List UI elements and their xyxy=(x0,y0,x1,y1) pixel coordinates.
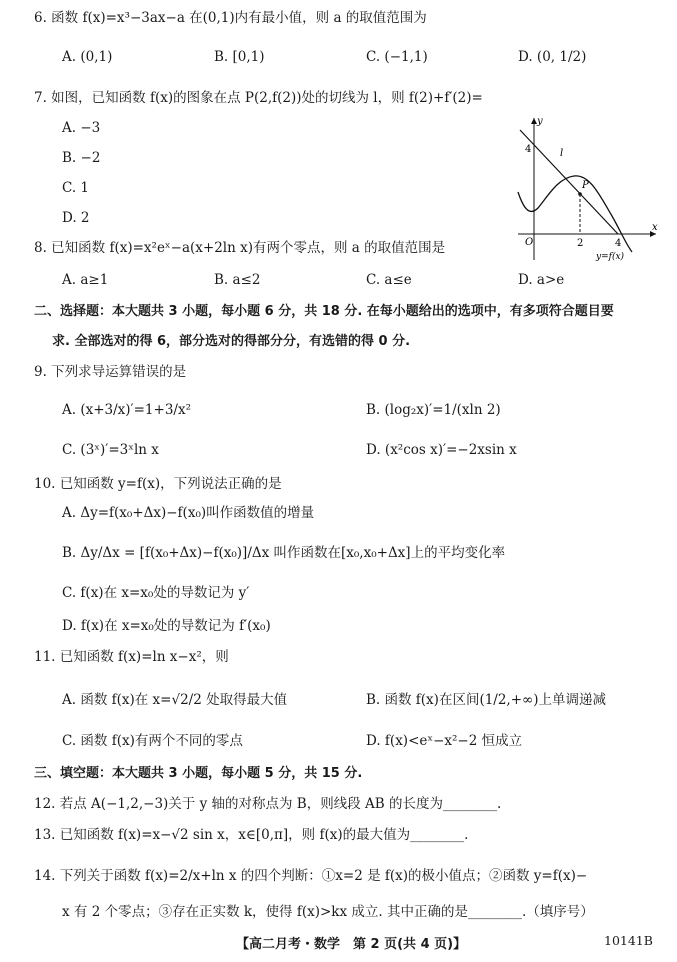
q7-option-d: D. 2 xyxy=(62,210,90,226)
label-y-4: 4 xyxy=(525,144,532,155)
question-13-stem: 13. 已知函数 f(x)=x−√2 sin x，x∈[0,π]，则 f(x)的最大值为________. xyxy=(34,827,469,843)
section-2-heading-cont: 求. 全部选对的得 6，部分选对的得部分分，有选错的得 0 分. xyxy=(52,334,411,349)
q11-option-a: A. 函数 f(x)在 x=√2/2 处取得最大值 xyxy=(62,692,288,708)
label-x-4: 4 xyxy=(615,238,622,249)
q8-option-a: A. a≥1 xyxy=(62,272,109,288)
q8-option-d: D. a>e xyxy=(518,272,565,288)
q6-option-a: A. (0,1) xyxy=(62,49,113,65)
q10-option-c: C. f(x)在 x=x₀处的导数记为 y′ xyxy=(62,585,250,601)
q9-option-c: C. (3ˣ)′=3ˣln x xyxy=(62,442,159,458)
question-8-stem: 8. 已知函数 f(x)=x²eˣ−a(x+2ln x)有两个零点，则 a 的取值范围是 xyxy=(34,240,446,256)
label-l: l xyxy=(560,148,564,159)
question-11-stem: 11. 已知函数 f(x)=ln x−x²，则 xyxy=(34,649,229,665)
q11-option-d: D. f(x)<eˣ−x²−2 恒成立 xyxy=(366,733,523,749)
label-origin: O xyxy=(525,237,534,248)
q7-option-a: A. −3 xyxy=(62,120,101,136)
section-3-heading: 三、填空题：本大题共 3 小题，每小题 5 分，共 15 分. xyxy=(34,766,363,781)
label-curve: y=f(x) xyxy=(596,252,625,262)
label-p: P xyxy=(582,180,589,191)
tangent-line-l xyxy=(520,130,618,234)
label-x: x xyxy=(652,222,658,233)
q8-option-c: C. a≤e xyxy=(366,272,412,288)
q6-option-d: D. (0, 1/2) xyxy=(518,49,587,65)
point-p xyxy=(578,192,582,196)
q9-option-d: D. (x²cos x)′=−2xsin x xyxy=(366,442,517,458)
q9-option-a: A. (x+3/x)′=1+3/x² xyxy=(62,402,191,418)
q6-option-b: B. [0,1) xyxy=(214,49,265,65)
q7-option-c: C. 1 xyxy=(62,180,90,196)
question-14-stem: 14. 下列关于函数 f(x)=2/x+ln x 的四个判断：①x=2 是 f(x)的极小值点；②函数 y=f(x)− xyxy=(34,868,588,884)
section-2-heading: 二、选择题：本大题共 3 小题，每小题 6 分，共 18 分. 在每小题给出的选项中，有多项符合题目要 xyxy=(34,304,614,319)
q10-option-b: B. Δy/Δx = [f(x₀+Δx)−f(x₀)]/Δx 叫作函数在[x₀,x₀+Δx]上的平均变化率 xyxy=(62,545,506,561)
q6-option-c: C. (−1,1) xyxy=(366,49,428,65)
question-14-stem-cont: x 有 2 个零点；③存在正实数 k，使得 f(x)>kx 成立. 其中正确的是________.（填序号） xyxy=(62,904,594,920)
question-7-stem: 7. 如图，已知函数 f(x)的图象在点 P(2,f(2))处的切线为 l，则 f(2)+f′(2)= xyxy=(34,90,483,106)
question-6-stem: 6. 函数 f(x)=x³−3ax−a 在(0,1)内有最小值，则 a 的取值范围为 xyxy=(34,10,427,26)
question-10-stem: 10. 已知函数 y=f(x)，下列说法正确的是 xyxy=(34,476,282,492)
function-graph-figure xyxy=(508,112,660,264)
question-12-stem: 12. 若点 A(−1,2,−3)关于 y 轴的对称点为 B，则线段 AB 的长度为________. xyxy=(34,796,502,812)
q10-option-a: A. Δy=f(x₀+Δx)−f(x₀)叫作函数值的增量 xyxy=(62,505,315,521)
footer-code: 10141B xyxy=(604,933,653,948)
label-x-2: 2 xyxy=(577,238,584,249)
q7-option-b: B. −2 xyxy=(62,150,101,166)
q8-option-b: B. a≤2 xyxy=(214,272,261,288)
question-9-stem: 9. 下列求导运算错误的是 xyxy=(34,364,187,380)
footer-title: 【高二月考・数学 第 2 页(共 4 页)】 xyxy=(236,937,467,952)
q10-option-d: D. f(x)在 x=x₀处的导数记为 f′(x₀) xyxy=(62,618,271,634)
label-y: y xyxy=(537,116,543,127)
q11-option-b: B. 函数 f(x)在区间(1/2,+∞)上单调递减 xyxy=(366,692,607,708)
q11-option-c: C. 函数 f(x)有两个不同的零点 xyxy=(62,733,243,749)
q9-option-b: B. (log₂x)′=1/(xln 2) xyxy=(366,402,501,418)
